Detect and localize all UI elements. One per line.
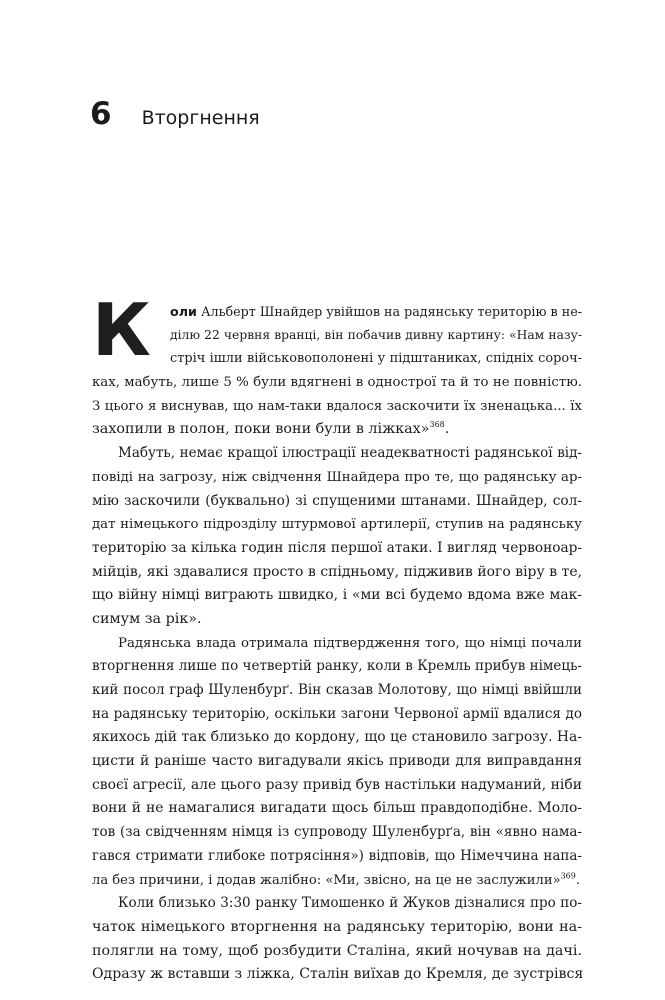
text-line: Одразу ж вставши з ліжка, Сталін виїхав до Кремля, де зустрівся (92, 966, 584, 983)
chapter-number: 6 (90, 96, 112, 132)
footnote-ref[interactable]: 369 (560, 871, 576, 881)
body-text (92, 288, 584, 987)
text-line: мію заскочили (буквально) зі спущеними штанами. Шнайдер, сол- (92, 492, 582, 509)
drop-cap: К (92, 288, 151, 372)
text-line: на радянську територію, оскільки загони Червоної армії вдалися до (92, 705, 582, 722)
text-line: полягли на тому, щоб розбудити Сталіна, який ночував на дачі. (92, 942, 582, 959)
text-line: що війну німці виграють швидко, і «ми всі будемо вдома вже мак- (92, 587, 582, 604)
text-line: Радянська влада отримала підтвердження того, що німці почали (118, 635, 582, 651)
chapter-title: Вторгнення (141, 107, 260, 129)
text-line: вони й не намагалися вигадати щось більш правдоподібне. Моло- (92, 800, 582, 817)
text-line: симум за рік». (92, 610, 202, 627)
text-line: тов (за свідченням німця із супроводу Шуленбурґа, він «явно нама- (92, 824, 582, 841)
paragraph-2 (92, 442, 582, 632)
text-line: кий посол граф Шуленбурґ. Він сказав Молотову, що німці ввійшли (92, 682, 582, 698)
footnote-ref[interactable]: 368 (429, 420, 445, 430)
text-line: дат німецького підрозділу штурмової артилерії, ступив на радянську (92, 517, 582, 533)
text-line: захопили в полон, поки вони були в ліжках»$^{368}$. (92, 420, 450, 438)
text-line: Коли близько 3:30 ранку Тимошенко й Жуков дізналися про по- (118, 895, 582, 912)
paragraph-3 (92, 632, 582, 893)
text-line: вторгнення лише по четвертій ранку, коли в Кремль прибув німець- (92, 658, 582, 675)
chapter-heading (90, 96, 260, 132)
text-line: Мабуть, немає кращої ілюстрації неадекватності радянської від- (118, 445, 582, 462)
text-line: повіді на загрозу, ніж свідчення Шнайдера про те, що радянську ар- (92, 469, 582, 485)
text-line: ла без причини, і додав жалібно: «Ми, звісно, на це не заслужили»$^{369}$. (92, 871, 581, 888)
text-line: оли Альберт Шнайдер увійшов на радянську територію в не- (170, 304, 582, 319)
text-line: мійців, які здавалися просто в спідньому, підживив його віру в те, (92, 563, 582, 580)
text-line: своєї агресії, але цього разу привід був настільки надуманий, ніби (92, 776, 582, 793)
text-line: територію за кілька годин після першої атаки. І вигляд червоноар- (92, 539, 582, 556)
paragraph-4 (92, 892, 582, 987)
text-line: стріч ішли військовополонені у підштаниках, спідніх сороч- (170, 351, 582, 367)
paragraph-1 (92, 300, 582, 442)
text-line: чаток німецького вторгнення на радянську територію, вони на- (92, 918, 582, 935)
text-line: гався стримати глибоке потрясіння») відповів, що Німеччина напа- (92, 847, 582, 864)
text-line: З цього я виснував, що нам-таки вдалося заскочити їх зненацька... їх (92, 398, 582, 414)
text-line: ках, мабуть, лише 5 % були вдягнені в однострої та й то не повністю. (92, 375, 582, 391)
text-line: ділю 22 червня вранці, він побачив дивну картину: «Нам назу- (170, 327, 582, 342)
text-line: цисти й раніше часто вигадували якісь приводи для виправдання (92, 753, 582, 770)
lead-word: оли (170, 304, 197, 319)
text-line: якихось дій так близько до кордону, що це становило загрозу. На- (92, 729, 582, 746)
